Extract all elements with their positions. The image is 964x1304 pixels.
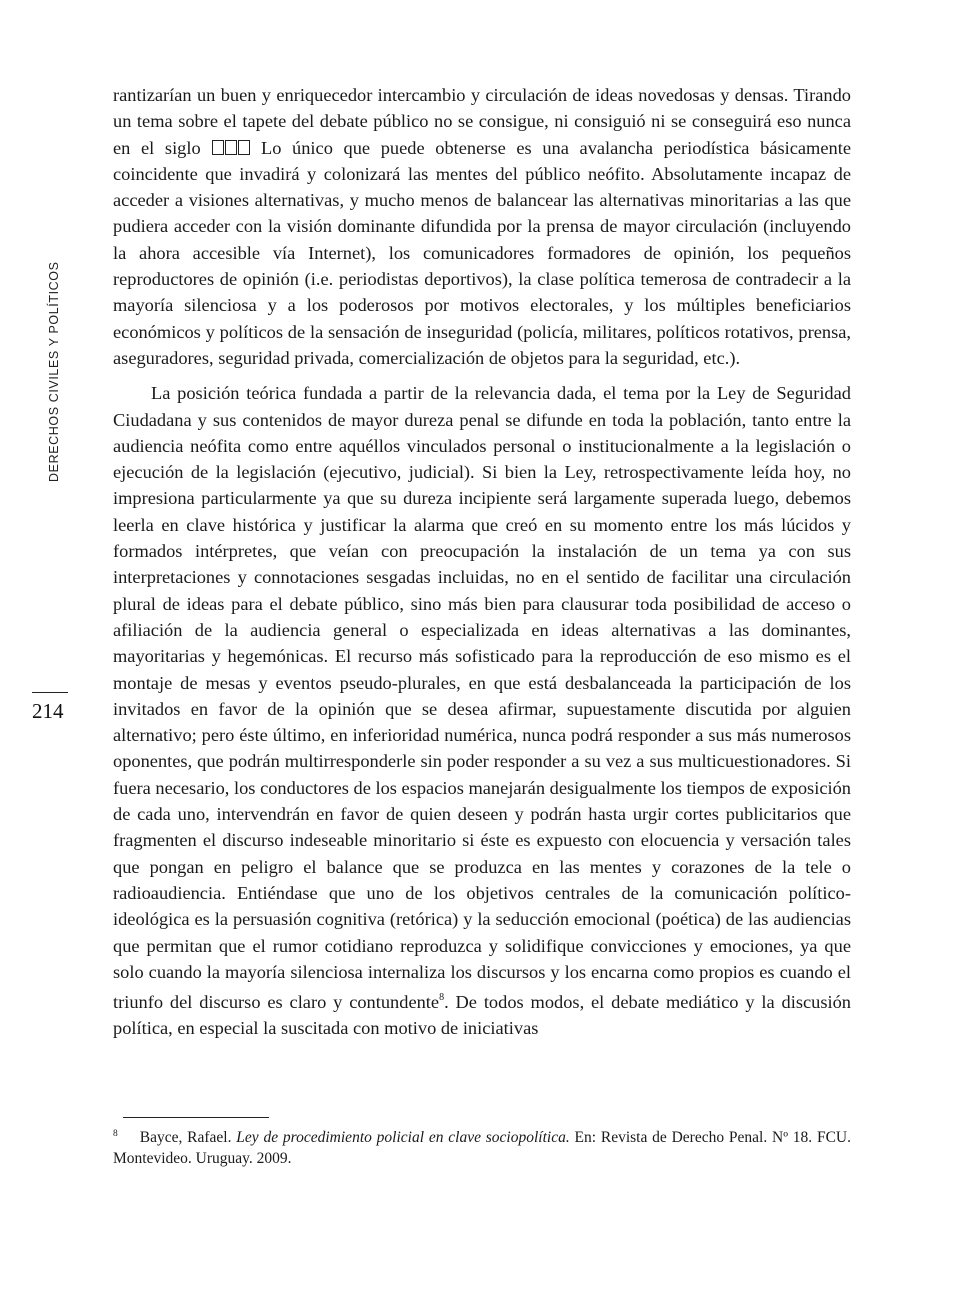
- page-number-rule: [32, 692, 68, 693]
- paragraph-2-rest: . De todos modos, el debate mediático y la discusión política, en especial la suscitada con motivo de iniciativas: [113, 992, 851, 1039]
- paragraph-1-start: rantizarían un buen y enriquecedor intercambio y circulación de ideas novedosas y densas. Tirando un tema sobre el tapete del debate público no se consigue, ni consiguió ni se conseguirá eso nunca en el siglo: [113, 85, 851, 158]
- footnote-separator: [123, 1117, 269, 1118]
- page-number: 214: [32, 699, 64, 723]
- footnote-author: Bayce, Rafael.: [139, 1129, 232, 1146]
- footnote-title: Ley de procedimiento policial en clave sociopolítica.: [236, 1129, 570, 1146]
- body-text: [113, 82, 851, 1042]
- section-running-head: DERECHOS CIVILES Y POLÍTICOS: [47, 261, 61, 482]
- footnote-marker: 8: [113, 1129, 118, 1139]
- paragraph-1-rest: Lo único que puede obtenerse es una avalancha periodística básicamente coincidente que invadirá y colonizará las mentes del público neófito. Absolutamente incapaz de acceder a visiones alternativas, y mucho menos de balancear las alternativas minoritarias a las que pudiera acceder con la visión dominante difundida por la prensa de mayor circulación (incluyendo la ahora accesible vía Internet), los comunicadores formadores de opinión, los pequeños reproductores de opinión (i.e. periodistas deportivos), la clase política temerosa de contradecir a la mayoría silenciosa y a los poderosos por motivos electorales, y los múltiples beneficiarios económicos y políticos de la sensación de inseguridad (policía, militares, políticos rotativos, prensa, aseguradores, seguridad privada, comercialización de objetos para la seguridad, etc.).: [113, 137, 851, 368]
- footnote: [113, 1124, 851, 1169]
- unrendered-glyphs: [211, 138, 250, 158]
- paragraph-2: [113, 380, 851, 1041]
- footnote-source: En: Revista de Derecho Penal. Nº 18. FCU. Montevideo. Uruguay. 2009.: [113, 1129, 852, 1167]
- paragraph-1: [113, 82, 851, 371]
- footnote-reference: 8: [439, 992, 445, 1004]
- paragraph-2-start: La posición teórica fundada a partir de la relevancia dada, el tema por la Ley de Seguridad Ciudadana y sus contenidos de mayor dureza penal se difunde en toda la población, tanto entre la audiencia neófita como entre aquéllos vinculados personal o institucionalmente a la legislación o ejecución de la legislación (ejecutivo, judicial). Si bien la Ley, retrospectivamente leída hoy, no impresiona particularmente ya que su dureza incipiente será largamente superada luego, debemos leerla en clave histórica y justificar la alarma que creó en su momento entre los más lúcidos y formados intérpretes, que veían con preocupación la instalación de un tema ya con sus interpretaciones y connotaciones sesgadas incluidas, no en el sentido de facilitar una circulación plural de ideas para el debate público, sino más bien para clausurar toda posibilidad de acceso o afiliación de la audiencia general o especializada en ideas alternativas a las dominantes, mayoritarias y hegemónicas. El recurso más sofisticado para la reproducción de eso mismo es el montaje de mesas y eventos pseudo-plurales, en que está desbalanceada la participación de los invitados en favor de la opinión que se desea afirmar, supuestamente discutida por alguien alternativo; pero éste último, en inferioridad numérica, nunca podrá responder a sus más numerosos oponentes, que podrán multirresponderle sin poder responder a su vez a sus multicuestionadores. Si fuera necesario, los conductores de los espacios manejarán desigualmente los tiempos de exposición de cada uno, intervendrán en favor de quien deseen y podrán hasta urgir cortes publicitarios que fragmenten el discurso indeseable minoritario si éste es expuesto con elocuencia y versación tales que pongan en peligro el balance que se produzca en las mentes y corazones de la tele o radioaudiencia. Entiéndase que uno de los objetivos centrales de la comunicación político-ideológica es la persuasión cognitiva (retórica) y la seducción emocional (poética) de las audiencias que permitan que el rumor cotidiano reproduzca y solidifique convicciones y emociones, ya que solo cuando la mayoría silenciosa internaliza los discursos y los encarna como propios es cuando el triunfo del discurso es claro y contundente: [113, 383, 851, 1013]
